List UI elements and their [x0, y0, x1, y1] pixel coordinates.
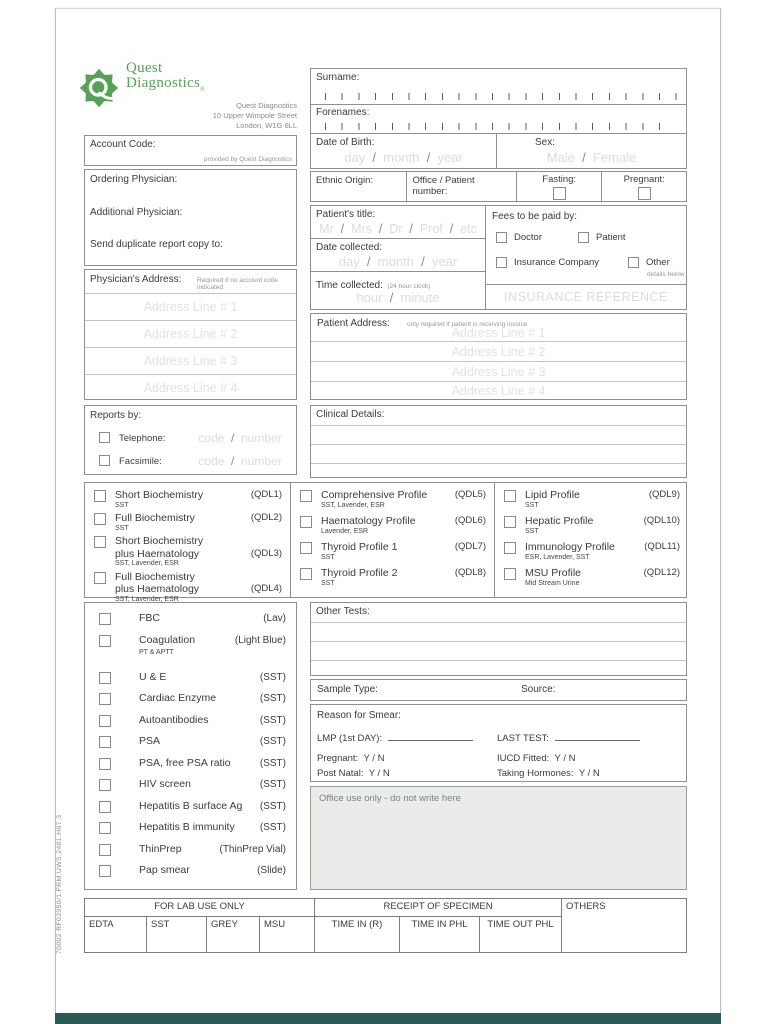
physician-address-field[interactable] [84, 269, 297, 400]
telephone-checkbox[interactable] [99, 432, 110, 443]
receipt-header: RECEIPT OF SPECIMEN [315, 899, 562, 917]
test-checkbox[interactable] [99, 844, 111, 856]
sample-type-label: Sample Type: [317, 684, 378, 695]
test-name: U & E [139, 670, 167, 683]
fees-patient-label: Patient [596, 232, 626, 244]
telephone-label: Telephone: [119, 433, 166, 444]
profile-name: Short Biochemistry [115, 535, 204, 547]
lab-address-block [150, 101, 297, 131]
test-tube: (Light Blue) [234, 634, 286, 646]
profile-name: Comprehensive Profile [321, 489, 428, 501]
profile-name: Immunology Profile [525, 541, 615, 553]
profile-name: Thyroid Profile 2 [321, 567, 398, 579]
test-tube: (ThinPrep Vial) [219, 843, 286, 855]
test-item [98, 634, 286, 657]
profile-name: Full Biochemistry [115, 512, 195, 524]
physician-field[interactable] [84, 169, 297, 266]
test-item [98, 671, 286, 684]
account-code-label: Account Code: [90, 139, 156, 150]
reports-by-label: Reports by: [90, 410, 142, 421]
profile-item [300, 515, 486, 536]
test-tube: (SST) [259, 714, 286, 726]
fasting-field [517, 172, 603, 201]
profile-item [504, 567, 680, 588]
profile-checkbox[interactable] [504, 490, 516, 502]
profiles-panel [84, 482, 687, 603]
time-in-phl-cell[interactable]: TIME IN PHL [400, 917, 480, 953]
forenames-character-ticks [325, 123, 661, 130]
profile-tubes: SST, Lavender, ESR [321, 501, 385, 509]
profile-item [94, 512, 282, 533]
profile-code: (QDL11) [644, 541, 680, 552]
profile-checkbox[interactable] [504, 542, 516, 554]
test-item [98, 757, 286, 770]
profile-tubes: SST [525, 501, 539, 509]
fasting-checkbox[interactable] [553, 187, 566, 200]
profile-code: (QDL10) [643, 515, 680, 526]
msu-cell[interactable]: MSU [260, 917, 315, 953]
test-tube: (SST) [259, 736, 286, 747]
profile-name: MSU Profile [525, 567, 582, 579]
date-collected-label: Date collected: [316, 242, 383, 253]
date-of-birth-label: Date of Birth: [316, 137, 375, 148]
test-tube: (SST) [259, 693, 286, 704]
profile-name: Lipid Profile [525, 489, 580, 501]
test-name: Coagulation [139, 633, 196, 646]
sex-placeholder: Male / Female [546, 150, 637, 165]
forenames-label: Forenames: [316, 107, 370, 118]
account-code-field[interactable] [84, 135, 297, 166]
date-collected-field[interactable] [310, 238, 486, 272]
profile-tubes: ESR, Lavender, SST [525, 553, 590, 561]
patient-title-field[interactable] [310, 205, 486, 239]
test-name: Hepatitis B surface Ag [139, 799, 243, 812]
test-checkbox[interactable] [99, 779, 111, 791]
test-checkbox[interactable] [99, 822, 111, 834]
hormones-yn[interactable]: Taking Hormones: Y / N [497, 768, 600, 779]
surname-character-ticks [325, 93, 677, 100]
test-tube: (Lav) [263, 613, 286, 624]
sst-cell[interactable]: SST [147, 917, 207, 953]
fees-doctor-label: Doctor [514, 232, 542, 244]
profile-name: Haematology Profile [321, 515, 416, 527]
profile-tubes: Lavender, ESR [321, 527, 369, 535]
test-item [98, 735, 286, 748]
smear-group [310, 704, 687, 782]
fees-doctor-checkbox[interactable] [496, 232, 507, 243]
profile-code: (QDL1) [250, 489, 282, 500]
lmp-label: LMP (1st DAY): [317, 733, 383, 744]
iucd-yn[interactable]: IUCD Fitted: Y / N [497, 753, 576, 764]
profile-item [504, 489, 680, 510]
other-tests-field[interactable] [310, 602, 687, 676]
lab-address-line: Quest Diagnostics [236, 101, 297, 110]
test-tube: (SST) [259, 800, 286, 812]
profile-checkbox[interactable] [300, 516, 312, 528]
profile-item [300, 541, 486, 562]
tests-panel [84, 602, 297, 890]
pregnant-yn[interactable]: Pregnant: Y / N [317, 753, 385, 764]
patient-address-line-2[interactable]: Address Line # 2 [311, 341, 686, 361]
lab-use-table [84, 898, 687, 953]
time-out-phl-cell[interactable]: TIME OUT PHL [480, 917, 562, 953]
test-checkbox[interactable] [99, 635, 111, 647]
surname-label: Surname: [316, 72, 360, 83]
lab-address-line: 10 Upper Wimpole Street [212, 111, 297, 120]
physician-address-line-3[interactable]: Address Line # 3 [85, 347, 296, 374]
test-name: Autoantibodies [139, 713, 209, 726]
fees-label: Fees to be paid by: [492, 211, 578, 222]
office-patient-number-field[interactable] [407, 172, 516, 201]
profiles-column-2 [291, 483, 495, 597]
time-collected-placeholder: hour / minute [356, 290, 440, 305]
grey-cell[interactable]: GREY [207, 917, 260, 953]
date-of-birth-field[interactable] [310, 133, 497, 169]
others-cell[interactable]: OTHERS [562, 899, 687, 953]
time-collected-label: Time collected: [316, 280, 383, 291]
test-subnote: PT & APTT [139, 648, 174, 656]
ordering-physician-label: Ordering Physician: [90, 174, 178, 185]
test-name: ThinPrep [139, 842, 182, 855]
test-name: Cardiac Enzyme [139, 692, 217, 704]
clinical-details-label: Clinical Details: [316, 409, 385, 420]
profiles-column-1 [85, 483, 291, 603]
fees-other-label: Other [646, 257, 670, 269]
test-name: HIV screen [139, 778, 191, 790]
fees-insurance-checkbox[interactable] [496, 257, 507, 268]
office-use-box [310, 786, 687, 890]
time-collected-note: (24 hour clock) [387, 283, 431, 290]
patient-address-field[interactable] [310, 313, 687, 400]
test-tube: (SST) [259, 671, 286, 683]
profile-tubes: SST [321, 579, 335, 587]
test-item [98, 800, 286, 813]
test-checkbox[interactable] [99, 715, 111, 727]
profile-name: Thyroid Profile 1 [321, 541, 398, 553]
test-checkbox[interactable] [99, 672, 111, 684]
fees-insurance-label: Insurance Company [514, 257, 600, 269]
source-label: Source: [521, 684, 556, 695]
ethnic-origin-label: Ethnic Origin: [316, 175, 374, 186]
test-tube: (SST) [259, 757, 286, 769]
profile-code: (QDL9) [648, 489, 680, 500]
profile-item [94, 535, 282, 569]
pregnant-field [602, 172, 686, 201]
sex-field[interactable] [496, 133, 687, 169]
fees-group [485, 205, 687, 310]
profile-code: (QDL8) [454, 567, 486, 578]
profile-tubes: SST [525, 527, 539, 535]
test-checkbox[interactable] [99, 801, 111, 813]
lmp-field[interactable] [317, 731, 473, 744]
test-name: PSA, free PSA ratio [139, 756, 231, 769]
test-checkbox[interactable] [99, 865, 111, 877]
test-checkbox[interactable] [99, 758, 111, 770]
patient-title-placeholder: Mr / Mrs / Dr / Prof / etc [319, 222, 477, 236]
profile-tubes: Mid Stream Urine [525, 579, 580, 587]
lmp-underline[interactable] [388, 731, 473, 741]
patient-title-label: Patient's title: [316, 209, 376, 220]
physician-address-label: Physician's Address: [90, 274, 182, 285]
last-test-underline[interactable] [555, 731, 640, 741]
profile-checkbox[interactable] [94, 572, 106, 584]
profile-item [94, 571, 282, 605]
fees-patient-checkbox[interactable] [578, 232, 589, 243]
pregnant-label: Pregnant: [623, 174, 665, 185]
test-name: FBC [139, 612, 160, 624]
logo-word-2: Diagnostics [126, 75, 201, 91]
test-tube: (SST) [259, 822, 286, 833]
profile-checkbox[interactable] [94, 536, 106, 548]
test-item [98, 843, 286, 856]
lab-use-header: FOR LAB USE ONLY [85, 899, 315, 917]
reports-by-group [84, 405, 297, 475]
profile-tubes: SST [321, 553, 335, 561]
profile-name-2: plus Haematology [115, 583, 200, 595]
facsimile-label: Facsimile: [119, 456, 162, 467]
forenames-field[interactable] [310, 104, 687, 134]
profile-name-2: plus Haematology [115, 547, 200, 560]
other-tests-label: Other Tests: [316, 606, 370, 617]
test-item [98, 864, 286, 877]
last-test-field[interactable] [497, 731, 640, 744]
test-item [98, 692, 286, 705]
profile-name: Hepatic Profile [525, 515, 594, 527]
profile-checkbox[interactable] [504, 568, 516, 580]
test-tube: (Slide) [257, 865, 286, 876]
form-reference-code: 70002 RF02050/1 FRM.UWS.2401.H07.3 [56, 814, 63, 954]
profile-item [300, 567, 486, 588]
profile-tubes: SST, Lavender, ESR [115, 595, 179, 603]
test-name: Pap smear [139, 864, 190, 876]
profile-checkbox[interactable] [94, 513, 106, 525]
test-name: PSA [139, 735, 161, 747]
office-use-text: Office use only - do not write here [319, 793, 461, 804]
profile-tubes: SST [115, 501, 129, 509]
profile-code: (QDL4) [250, 583, 282, 594]
test-checkbox[interactable] [99, 693, 111, 705]
patient-address-note: only required if patient is receiving invoice [407, 321, 528, 328]
time-collected-field[interactable] [310, 271, 486, 310]
test-item [98, 714, 286, 727]
physician-address-line-4[interactable]: Address Line # 4 [85, 374, 296, 400]
facsimile-checkbox[interactable] [99, 455, 110, 466]
pregnant-checkbox[interactable] [638, 187, 651, 200]
profile-item [94, 489, 282, 510]
physician-address-line-2[interactable]: Address Line # 2 [85, 320, 296, 347]
profile-item [504, 541, 680, 562]
insurance-reference-placeholder[interactable]: INSURANCE REFERENCE [504, 290, 668, 304]
edta-cell[interactable]: EDTA [85, 917, 147, 953]
fees-other-note: details below [647, 271, 685, 278]
date-of-birth-placeholder: day / month / year [344, 150, 463, 165]
profile-tubes: SST [115, 524, 129, 532]
duplicate-report-label: Send duplicate report copy to: [90, 239, 223, 250]
patient-address-line-3[interactable]: Address Line # 3 [311, 361, 686, 381]
profile-code: (QDL3) [250, 547, 282, 559]
profile-checkbox[interactable] [300, 568, 312, 580]
profile-code: (QDL7) [454, 541, 486, 552]
profile-item [300, 489, 486, 510]
patient-address-label: Patient Address: [317, 318, 390, 329]
test-item [98, 821, 286, 834]
office-patient-number-label: Office / Patient number: [412, 175, 475, 197]
profile-item [504, 515, 680, 536]
additional-physician-label: Additional Physician: [90, 207, 183, 218]
profile-checkbox[interactable] [504, 516, 516, 528]
test-checkbox[interactable] [99, 613, 111, 625]
registered-mark: ® [200, 87, 205, 93]
profile-code: (QDL6) [454, 515, 486, 526]
post-natal-yn[interactable]: Post Natal: Y / N [317, 768, 390, 779]
quest-diagnostics-logo-icon [79, 68, 119, 108]
physician-address-line-1[interactable]: Address Line # 1 [85, 293, 296, 320]
sex-label: Sex: [535, 137, 556, 148]
test-item [98, 612, 286, 625]
ethnic-origin-field[interactable] [311, 172, 407, 201]
facsimile-placeholder: code / number [198, 454, 282, 468]
page-bottom-bar [55, 1013, 721, 1024]
test-name: Hepatitis B immunity [139, 821, 235, 833]
logo-word-1: Quest [126, 60, 163, 76]
test-tube: (SST) [259, 779, 286, 790]
date-collected-placeholder: day / month / year [338, 254, 458, 269]
telephone-placeholder: code / number [198, 431, 282, 445]
quest-diagnostics-wordmark [126, 61, 205, 98]
physician-address-note: Required if no account code indicated [197, 277, 278, 291]
profile-checkbox[interactable] [300, 490, 312, 502]
test-checkbox[interactable] [99, 736, 111, 748]
sample-type-row[interactable] [310, 679, 687, 701]
profiles-column-3 [495, 483, 688, 597]
patient-address-line-4[interactable]: Address Line # 4 [311, 381, 686, 399]
profile-code: (QDL12) [643, 567, 680, 578]
profile-name: Short Biochemistry [115, 489, 204, 501]
profile-name: Full Biochemistry [115, 570, 195, 583]
surname-field[interactable] [310, 68, 687, 105]
profile-checkbox[interactable] [94, 490, 106, 502]
profile-checkbox[interactable] [300, 542, 312, 554]
profile-code: (QDL2) [250, 512, 282, 523]
lab-address-line: London, W1G 6LL [236, 121, 297, 130]
smear-title: Reason for Smear: [317, 710, 401, 721]
account-code-note: provided by Quest Diagnostics [203, 156, 292, 163]
patient-address-line-1[interactable]: Address Line # 1 [451, 326, 546, 340]
fasting-label: Fasting: [542, 174, 577, 185]
test-item [98, 778, 286, 791]
profile-code: (QDL5) [454, 489, 486, 500]
ethnic-row [310, 171, 687, 202]
time-in-r-cell[interactable]: TIME IN (R) [315, 917, 400, 953]
clinical-details-field[interactable] [310, 405, 687, 478]
last-test-label: LAST TEST: [497, 733, 549, 744]
fees-other-checkbox[interactable] [628, 257, 639, 268]
profile-tubes: SST, Lavender, ESR [115, 560, 179, 567]
